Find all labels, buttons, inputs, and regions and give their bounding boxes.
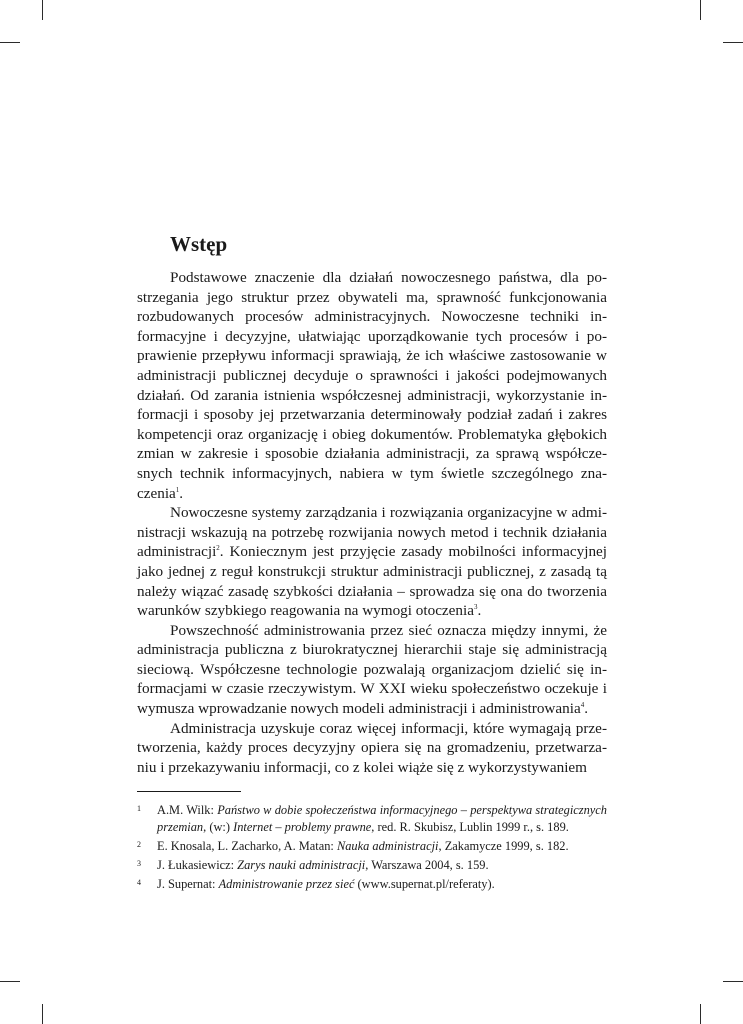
paragraph-2-text-b: . Koniecznym jest przyjęcie zasady mobilności informacyjnej jako jednej z reguł konstrukcji struktur administracji publicznej, z zasadą tą należy wiązać zasadę szybkości działania – sprowadza się ona do tworzenia warunków szybkiego reagowania na wymogi otoczenia	[137, 543, 607, 620]
footnote-4-author: J. Supernat:	[157, 877, 219, 891]
crop-mark-top-right	[700, 0, 701, 20]
footnote-3	[137, 857, 607, 874]
footnote-ref-3: 3	[473, 603, 478, 612]
paragraph-3-end: .	[584, 700, 588, 718]
paragraph-2-text-c: .	[477, 602, 482, 620]
crop-mark-bottom-left	[42, 1004, 43, 1024]
paragraph-3	[137, 621, 607, 719]
footnote-1-title: Państwo w dobie społeczeństwa informacyjnego – perspektywa strategicznych przemian	[157, 803, 607, 834]
footnote-1-mid: , (w:)	[203, 820, 234, 834]
footnote-1-rest: , red. R. Skubisz, Lublin 1999 r., s. 189.	[371, 820, 569, 834]
paragraph-3-text: Powszechność administrowania przez sieć oznacza między innymi, że administracja publiczna z biurokratycznej hierarchii staje się administracją sieciową. Współczesne technologie pozwalają organizacjom dzielić się informacjami w czasie rzeczywistym. W XXI wieku społeczeństwo oczekuje i wymusza wprowadzanie nowych modeli administracji i administrowania	[137, 621, 607, 718]
footnote-divider	[137, 791, 241, 792]
paragraph-2	[137, 503, 607, 621]
crop-mark-right-top	[723, 42, 743, 43]
footnotes	[137, 802, 607, 895]
footnote-1-author: A.M. Wilk:	[157, 803, 218, 817]
footnote-ref-4: 4	[580, 701, 585, 710]
page-title: Wstęp	[170, 232, 228, 256]
footnote-ref-2: 2	[216, 544, 220, 553]
footnote-2-author: E. Knosala, L. Zacharko, A. Matan:	[157, 839, 337, 853]
footnote-2-title: Nauka administracji	[336, 839, 439, 853]
footnote-4-rest: (www.supernat.pl/referaty).	[354, 877, 495, 891]
footnote-2	[137, 838, 607, 855]
paragraph-4-text: Administracja uzyskuje coraz więcej informacji, które wymagają przetworzenia, każdy proces decyzyjny opiera się na gromadzeniu, przetwarzaniu i przekazywaniu informacji, co z kolei wiąże się z wykorzystywaniem	[137, 719, 607, 776]
footnote-1-number: 1	[137, 804, 141, 813]
footnote-ref-1: 1	[175, 485, 180, 494]
footnote-3-title: Zarys nauki administracji	[237, 858, 366, 872]
crop-mark-left-bottom	[0, 981, 20, 982]
footnote-2-number: 2	[137, 840, 141, 849]
paragraph-2-text-a: Nowoczesne systemy zarządzania i rozwiązania organizacyjne w administracji wskazują na potrzebę rozwijania nowych metod i technik działania administracji	[137, 504, 607, 561]
footnote-1-title2: Internet – problemy prawne	[233, 820, 372, 834]
paragraph-1: Podstawowe znaczenie dla działań nowoczesnego państwa, dla postrzegania jego struktur przez obywateli ma, sprawność funkcjonowania rozbudowanych procesów administracyjnych. Nowoczesne techniki informacyjne i decyzyjne, ułatwiając uporządkowanie tych procesów i poprawienie przepływu informacji sprawiają, że ich właściwe zastosowanie w administracji publicznej decyduje o sprawności i jakości podejmowanych działań. Od zarania istnienia współczesnej administracji, wykorzystanie informacji i sposoby jej przetwarzania determinowały podział zadań i zakres kompetencji oraz organizację i obieg dokumentów. Problematyka głębokich zmian w zakresie i sposobie działania administracji, za sprawą współczesnych technik informacyjnych, nabiera w tym świetle szczególnego znaczenia$^1$.	[137, 269, 607, 502]
paragraph-4	[137, 719, 607, 778]
crop-mark-bottom-right	[700, 1004, 701, 1024]
crop-mark-left-top	[0, 42, 20, 43]
footnote-4	[137, 876, 607, 893]
footnote-1	[137, 802, 607, 836]
footnote-4-number: 4	[137, 878, 141, 887]
footnote-4-title: Administrowanie przez sieć	[218, 877, 355, 891]
footnote-2-rest: , Zakamycze 1999, s. 182.	[438, 839, 569, 853]
footnote-3-rest: , Warszawa 2004, s. 159.	[365, 858, 489, 872]
paragraph-1-text: Podstawowe znaczenie dla działań nowoczesnego państwa, dla postrzegania jego struktur przez obywateli ma, sprawność funkcjonowania rozbudowanych procesów administracyjnych. Nowoczesne techniki informacyjne i decyzyjne, ułatwiając uporządkowanie tych procesów i poprawienie przepływu informacji sprawiają, że ich właściwe zastosowanie w administracji publicznej decyduje o sprawności i jakości podejmowanych działań. Od zarania istnienia współczesnej administracji, wykorzystanie informacji i sposoby jej przetwarzania determinowały podział zadań i zakres kompetencji oraz organizację i obieg dokumentów. Problematyka głębokich zmian w zakresie i sposobie działania administracji, za sprawą współczesnych technik informacyjnych, nabiera w tym świetle szczególnego znaczenia	[137, 269, 607, 502]
crop-mark-right-bottom	[723, 981, 743, 982]
crop-mark-top-left	[42, 0, 43, 20]
body-text	[137, 268, 607, 777]
footnote-3-number: 3	[137, 859, 141, 868]
footnote-3-author: J. Łukasiewicz:	[157, 858, 238, 872]
